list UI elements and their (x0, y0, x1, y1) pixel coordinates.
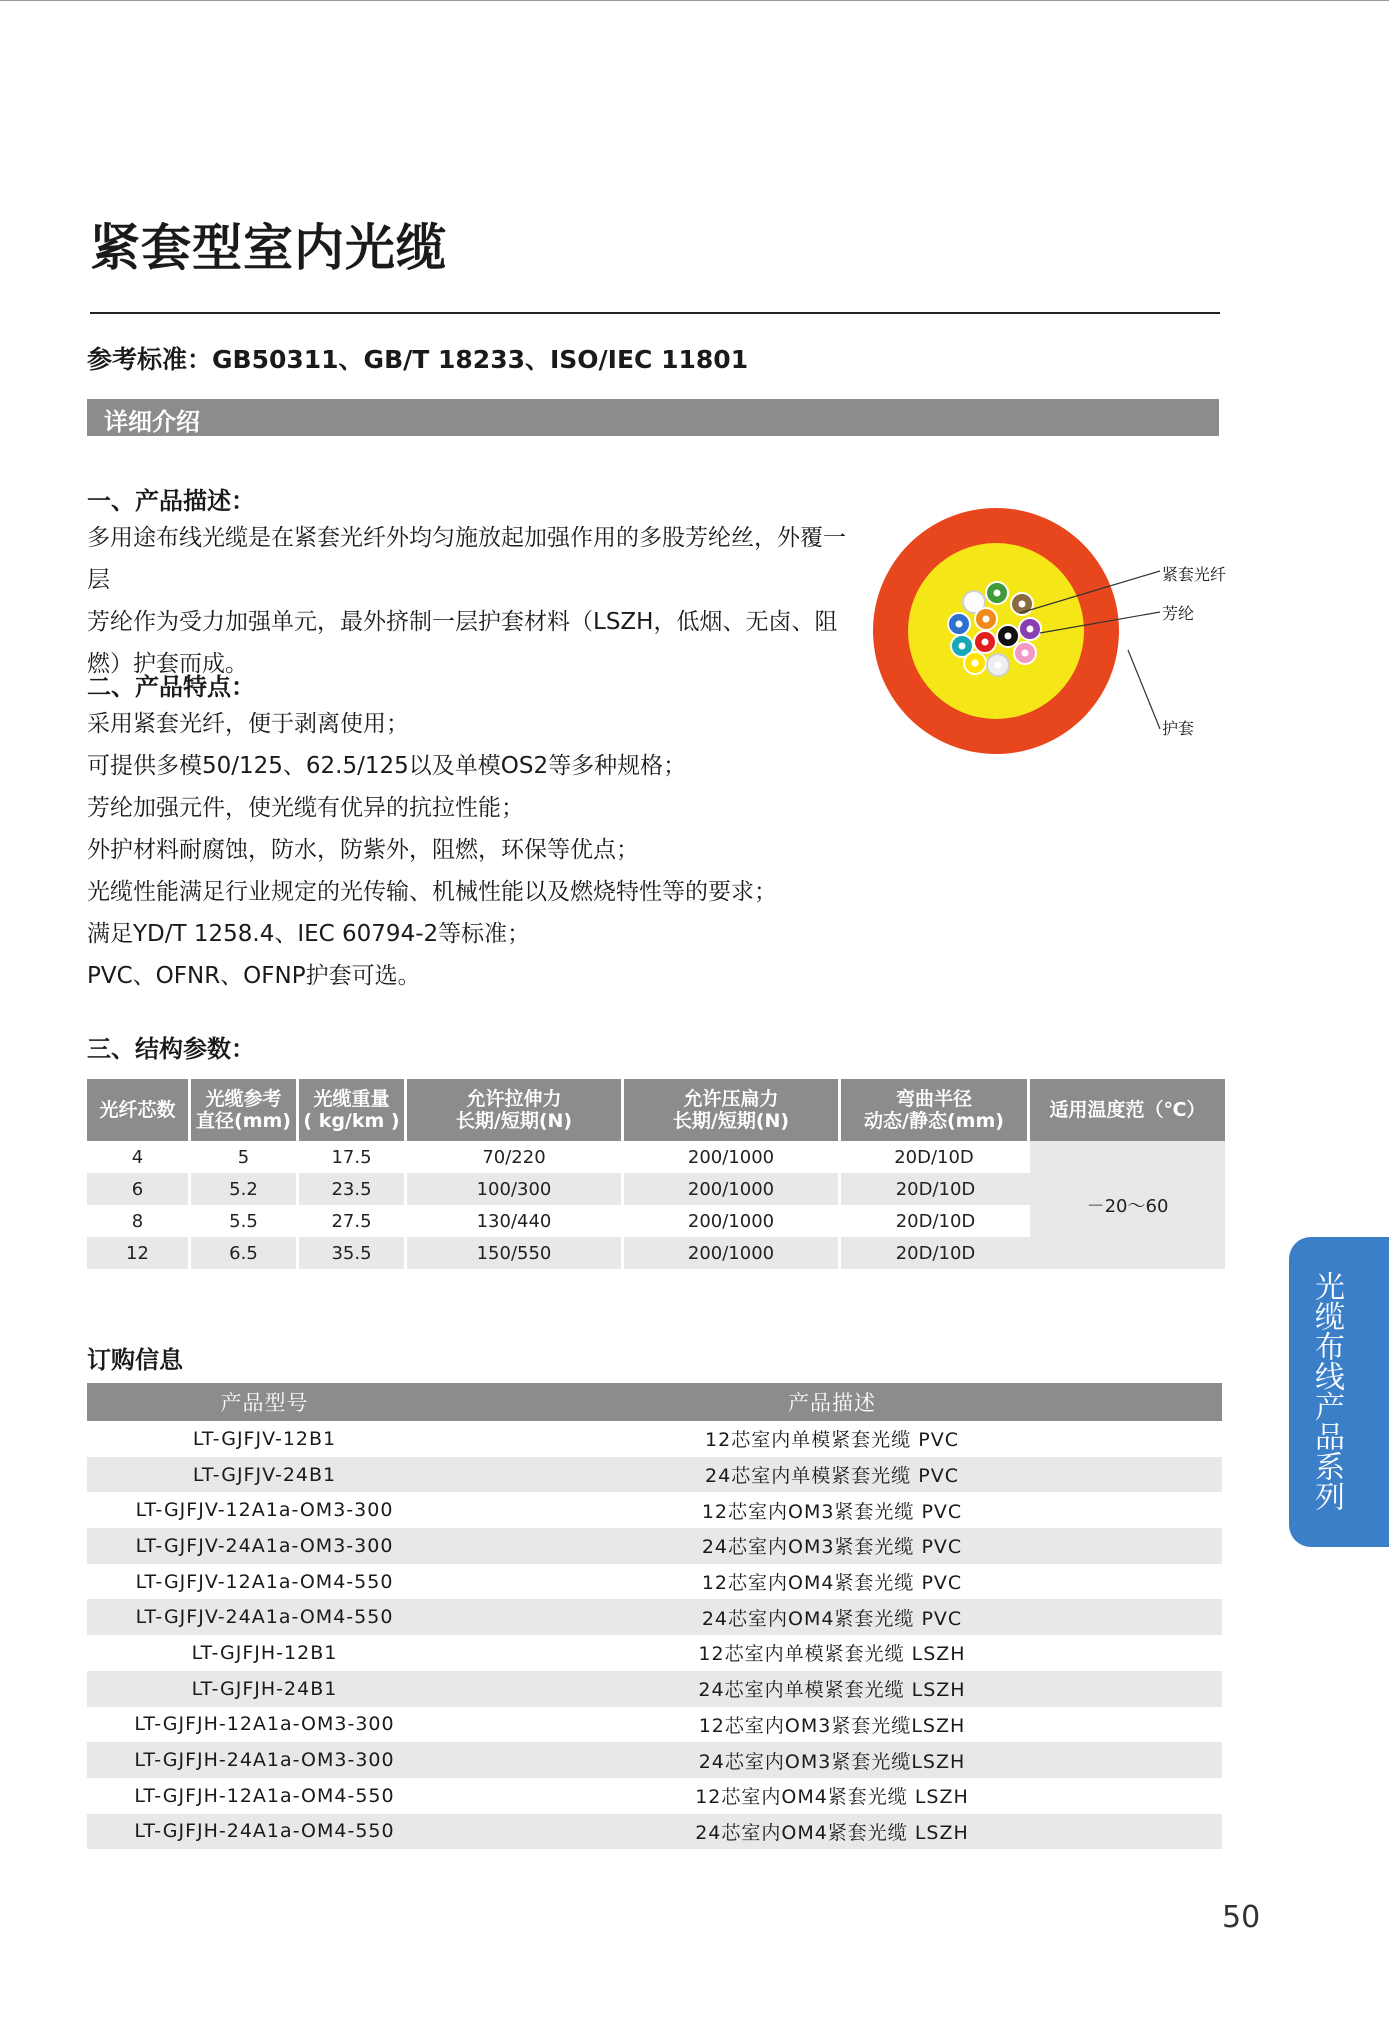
cell: 17.5 (299, 1141, 407, 1173)
structure-parameters-table (87, 1079, 1225, 1269)
header-description: 产品描述 (442, 1383, 1222, 1421)
description-cell: 12芯室内单模紧套光缆 LSZH (698, 1643, 966, 1666)
model-cell: LT-GJFJH-24B1 (87, 1671, 442, 1707)
header-bend-radius: 弯曲半径 动态/静态(mm) (841, 1079, 1030, 1141)
title-divider (90, 312, 1220, 314)
model-cell: LT-GJFJV-24A1a-OM4-550 (87, 1599, 442, 1635)
header-model: 产品型号 (87, 1383, 442, 1421)
section-description-heading: 一、产品描述： (87, 487, 255, 515)
cable-cross-section-diagram (870, 505, 1290, 765)
feature-item: 满足YD/T 1258.4、IEC 60794-2等标准； (87, 921, 531, 947)
section-structure-heading: 三、结构参数： (87, 1035, 255, 1063)
model-cell: LT-GJFJV-12A1a-OM4-550 (135, 1570, 394, 1593)
cell: 200/1000 (624, 1141, 841, 1173)
model-cell: LT-GJFJV-24A1a-OM3-300 (87, 1528, 442, 1564)
cell: 5 (191, 1141, 299, 1173)
model-cell: LT-GJFJV-12A1a-OM3-300 (135, 1499, 394, 1522)
aramid-layer (908, 543, 1084, 719)
table-row (87, 1742, 1222, 1778)
model-cell: LT-GJFJV-12B1 (192, 1427, 337, 1450)
detail-section-label: 详细介绍 (104, 408, 200, 436)
description-cell: 24芯室内单模紧套光缆 PVC (442, 1457, 1222, 1493)
table-row (87, 1671, 1222, 1707)
feature-item: 采用紧套光纤，便于剥离使用； (87, 711, 409, 737)
temperature-cell: －20～60 (1030, 1141, 1225, 1269)
header-crush: 允许压扁力 长期/短期(N) (624, 1079, 841, 1141)
header-weight: 光缆重量 ( kg/km ) (299, 1079, 407, 1141)
cell: 6 (87, 1173, 191, 1205)
model-cell: LT-GJFJH-12A1a-OM4-550 (134, 1784, 395, 1807)
cell: 70/220 (407, 1141, 624, 1173)
description-cell: 24芯室内单模紧套光缆 LSZH (442, 1671, 1222, 1707)
aramid-label: 芳纶 (1162, 604, 1195, 623)
description-line: 芳纶作为受力加强单元，最外挤制一层护套材料（LSZH，低烟、无卤、阻 (87, 609, 838, 635)
page-title: 紧套型室内光缆 (90, 219, 447, 277)
feature-item: 可提供多模50/125、62.5/125以及单模OS2等多种规格； (87, 753, 687, 779)
table-row (87, 1421, 1222, 1457)
description-cell: 24芯室内OM3紧套光缆 PVC (442, 1528, 1222, 1564)
product-series-tab[interactable] (1289, 1237, 1389, 1547)
header-temperature: 适用温度范（℃） (1030, 1079, 1225, 1141)
description-line: 燃）护套而成。 (87, 651, 248, 677)
cell: 20D/10D (841, 1237, 1030, 1269)
feature-item: PVC、OFNR、OFNP护套可选。 (87, 963, 421, 989)
table-row (87, 1492, 1222, 1528)
table-header-row (87, 1079, 1225, 1141)
cell: 200/1000 (624, 1205, 841, 1237)
jacket-label: 护套 (1162, 719, 1195, 738)
table-row (87, 1599, 1222, 1635)
table-row (87, 1141, 1225, 1173)
header-tensile: 允许拉伸力 长期/短期(N) (407, 1079, 624, 1141)
cell: 20D/10D (841, 1173, 1030, 1205)
cell: 4 (87, 1141, 191, 1173)
description-cell: 12芯室内OM3紧套光缆LSZH (698, 1714, 966, 1737)
feature-item: 芳纶加强元件，使光缆有优异的抗拉性能； (87, 795, 524, 821)
jacket-callout-line (1128, 650, 1160, 729)
table-row (87, 1814, 1222, 1850)
description-cell: 12芯室内单模紧套光缆 PVC (705, 1429, 959, 1452)
section-features-heading: 二、产品特点： (87, 673, 255, 701)
model-cell: LT-GJFJH-24A1a-OM4-550 (87, 1814, 442, 1850)
cell: 12 (87, 1237, 191, 1269)
model-cell: LT-GJFJH-12B1 (191, 1641, 338, 1664)
cell: 200/1000 (624, 1173, 841, 1205)
description-cell: 12芯室内OM4紧套光缆 PVC (701, 1572, 963, 1595)
cell: 20D/10D (841, 1141, 1030, 1173)
table-row (87, 1528, 1222, 1564)
cell: 35.5 (299, 1237, 407, 1269)
feature-item: 外护材料耐腐蚀，防水，防紫外，阻燃，环保等优点； (87, 837, 639, 863)
table-header-row (87, 1383, 1222, 1421)
description-cell: 24芯室内OM4紧套光缆 LSZH (442, 1814, 1222, 1850)
header-diameter: 光缆参考 直径(mm) (191, 1079, 299, 1141)
cell: 200/1000 (624, 1237, 841, 1269)
cell: 150/550 (407, 1237, 624, 1269)
header-fiber-count: 光纤芯数 (87, 1079, 191, 1141)
description-line: 多用途布线光缆是在紧套光纤外均匀施放起加强作用的多股芳纶丝，外覆一层 (87, 525, 846, 593)
page-number: 50 (1222, 1900, 1261, 1935)
cell: 130/440 (407, 1205, 624, 1237)
fiber-label: 紧套光纤 (1162, 565, 1227, 584)
table-row (87, 1457, 1222, 1493)
ordering-info-heading: 订购信息 (87, 1346, 183, 1374)
table-row (87, 1707, 1222, 1743)
detail-section-bar (87, 399, 1219, 436)
cell: 23.5 (299, 1173, 407, 1205)
cell: 27.5 (299, 1205, 407, 1237)
cell: 5.2 (191, 1173, 299, 1205)
cell: 20D/10D (841, 1205, 1030, 1237)
top-border-line (0, 0, 1389, 1)
ordering-info-table (87, 1383, 1222, 1849)
description-cell: 12芯室内OM4紧套光缆 LSZH (695, 1786, 969, 1809)
features-list (87, 703, 777, 997)
cell: 6.5 (191, 1237, 299, 1269)
description-cell: 12芯室内OM3紧套光缆 PVC (701, 1500, 963, 1523)
cell: 8 (87, 1205, 191, 1237)
model-cell: LT-GJFJV-24B1 (87, 1457, 442, 1493)
model-cell: LT-GJFJH-24A1a-OM3-300 (87, 1742, 442, 1778)
section-description-text (87, 517, 847, 685)
product-series-label: 光缆布线产品系列 (1309, 1271, 1344, 1511)
model-cell: LT-GJFJH-12A1a-OM3-300 (134, 1713, 395, 1736)
table-row (87, 1564, 1222, 1600)
table-row (87, 1778, 1222, 1814)
cell: 100/300 (407, 1173, 624, 1205)
description-cell: 24芯室内OM3紧套光缆LSZH (442, 1742, 1222, 1778)
description-cell: 24芯室内OM4紧套光缆 PVC (442, 1599, 1222, 1635)
cell: 5.5 (191, 1205, 299, 1237)
feature-item: 光缆性能满足行业规定的光传输、机械性能以及燃烧特性等的要求； (87, 879, 777, 905)
reference-standard: 参考标准：GB50311、GB/T 18233、ISO/IEC 11801 (87, 345, 749, 374)
table-row (87, 1635, 1222, 1671)
